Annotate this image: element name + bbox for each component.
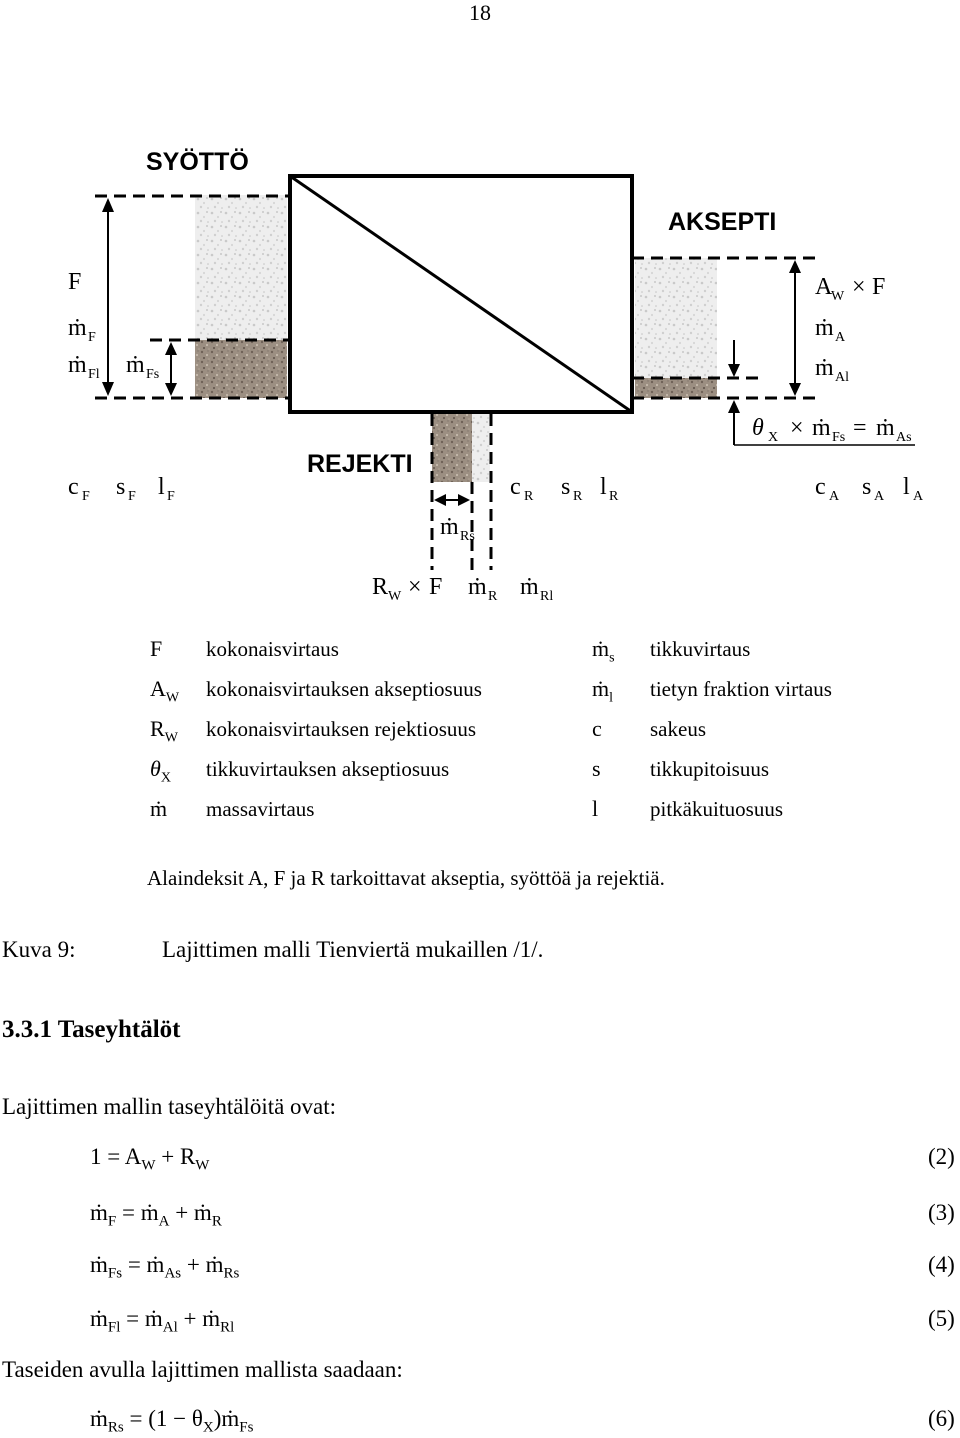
reject-properties: c R s R l R [510,474,619,504]
equation-number: (3) [928,1200,955,1225]
reject-stream [432,414,491,570]
accept-symbol-mA: ṁA [815,315,846,345]
figure-caption-label: Kuva 9: [2,937,76,962]
intro-text: Lajittimen mallin taseyhtälöitä ovat: [2,1094,337,1119]
derive-text: Taseiden avulla lajittimen mallista saadaan: [2,1357,403,1382]
accept-label: AKSEPTI [668,208,777,236]
feed-properties: c F s F l F [68,474,175,504]
legend-symbol: ṁ [150,796,168,821]
feed-symbol-mFs: ṁFs [126,352,160,382]
feed-symbol-F: F [68,269,82,295]
equation: ṁ$_{Fs}$ = ṁ$_{As}$ + ṁ$_{Rs}$ [90,1252,240,1282]
legend-text: kokonaisvirtauksen rejektiosuus [206,717,477,741]
page-number: 18 [469,0,491,25]
screen-box [290,176,632,412]
figure-caption-text: Lajittimen malli Tienviertä mukaillen /1/. [162,937,544,962]
equation-number: (2) [928,1144,955,1169]
legend-text: tikkuvirtaus [650,637,751,661]
legend-symbol: s [592,756,601,781]
equation-number: (4) [928,1252,955,1277]
legend-text: massavirtaus [206,797,315,821]
legend-text: tikkuvirtauksen akseptiosuus [206,757,450,781]
equation: $1 = A_W + R_W$ [90,1144,210,1174]
legend-symbol: ṁ$_s$ [592,636,615,666]
legend-symbol: $R_W$ [150,716,178,746]
accept-properties: c A s A l A [815,474,924,504]
feed-stream [95,195,290,398]
subscript-note: Alaindeksit A, F ja R tarkoittavat akseptia, syöttöä ja rejektiä. [147,866,665,890]
equation-number: (6) [928,1406,955,1431]
legend-symbol: c [592,716,602,741]
legend-text: tikkupitoisuus [650,757,770,781]
feed-label: SYÖTTÖ [146,148,249,176]
reject-flow-symbols: RW × F ṁR ṁRl [372,574,554,604]
section-heading: 3.3.1 Taseyhtälöt [2,1016,181,1043]
legend-symbol: F [150,636,163,661]
legend-text: kokonaisvirtaus [206,637,339,661]
legend-text: tietyn fraktion virtaus [650,677,832,701]
reject-label: REJEKTI [307,450,413,478]
equation-number: (5) [928,1306,955,1331]
legend-symbol: $A_W$ [150,676,180,706]
feed-symbol-mF: ṁF [68,315,96,345]
feed-symbol-mFl: ṁFl [68,352,100,382]
equation: ṁ$_{Fl}$ = ṁ$_{Al}$ + ṁ$_{Rl}$ [90,1306,235,1336]
legend-symbol: l [592,796,599,821]
screen-model-diagram [0,0,960,610]
legend-text: pitkäkuituosuus [650,797,784,821]
legend-symbol: ṁ$_l$ [592,676,614,706]
reject-symbol-mRs: ṁRs [440,514,475,544]
legend-text: kokonaisvirtauksen akseptiosuus [206,677,482,701]
accept-theta-relation: θ X × ṁFs = ṁAs [752,415,912,445]
equation: ṁ$_{Rs}$ = $(1 - \theta_X)ṁ_{Fs}$ [90,1406,254,1436]
equation: ṁ$_F$ = ṁ$_A$ + ṁ$_R$ [90,1200,222,1230]
accept-symbol-AW: AW × F [815,274,886,304]
legend-symbol: $\theta_X$ [150,756,171,786]
accept-symbol-mAl: ṁAl [815,355,849,385]
legend-text: sakeus [650,717,706,741]
